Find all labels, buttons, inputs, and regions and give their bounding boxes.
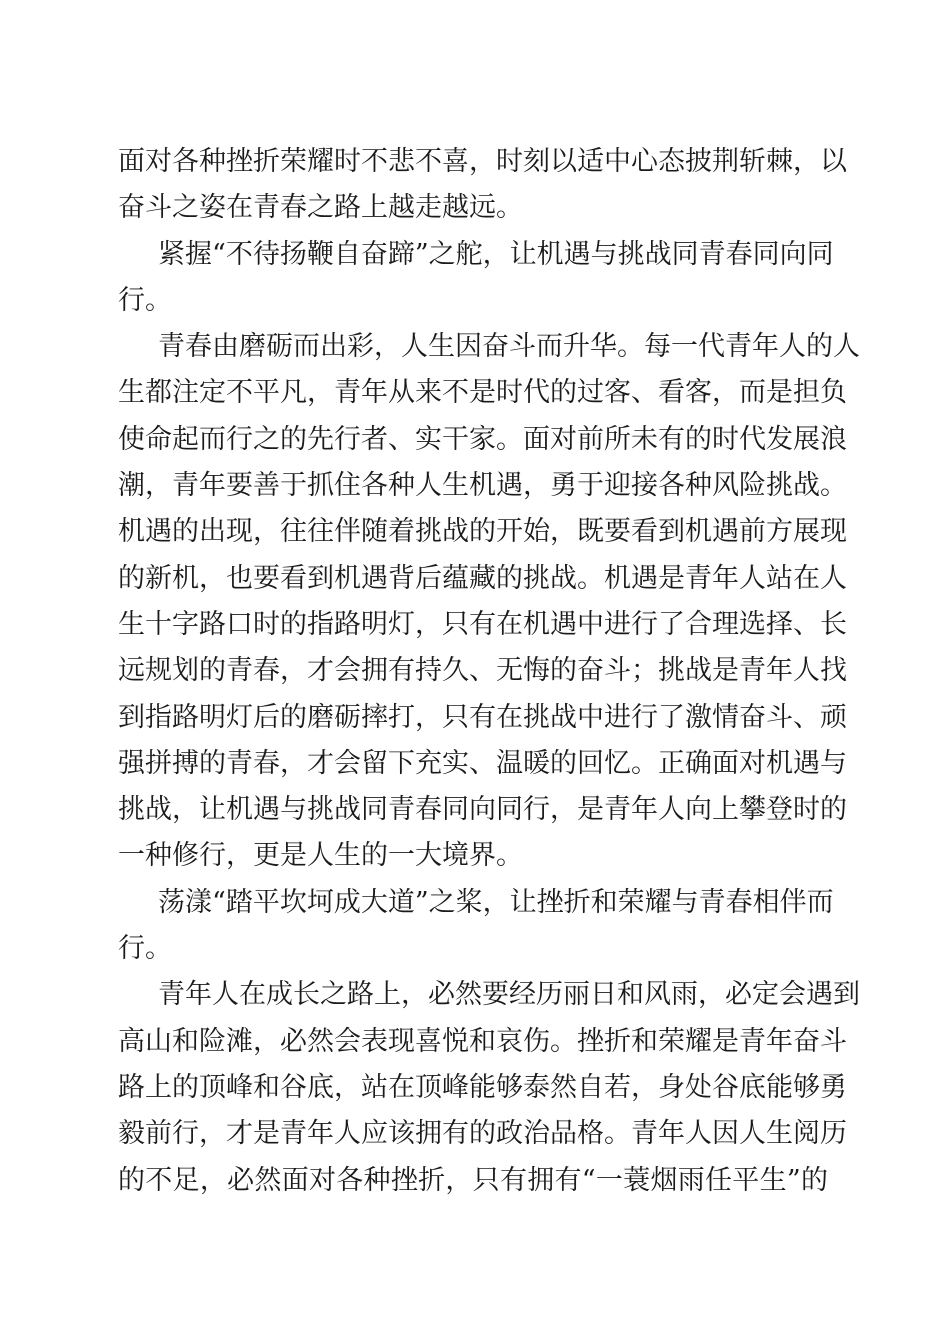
text-line: 毅 前 行 ， 才 是 青 年 人 应 该 拥 有 的 政 治 品 格 。 青 年 人 因 人 生 阅 历	[118, 1118, 847, 1150]
text-line: 挑 战 ， 让 机 遇 与 挑 战 同 青 春 同 向 同 行 ， 是 青 年 人 向 上 攀 登 时 的	[118, 794, 847, 826]
text-line: 生 都 注 定 不 平 凡 ， 青 年 从 来 不 是 时 代 的 过 客 、 看 客 ， 而 是 担 负	[118, 377, 847, 409]
text-line: 的 新 机 ， 也 要 看 到 机 遇 背 后 蕴 藏 的 挑 战 。 机 遇 是 青 年 人 站 在 人	[118, 562, 847, 594]
text-line: 潮 ， 青 年 要 善 于 抓 住 各 种 人 生 机 遇 ， 勇 于 迎 接 各 种 风 险 挑 战 。	[118, 470, 847, 502]
text-line: 行。	[118, 933, 172, 965]
text-line: 青 年 人 在 成 长 之 路 上 ， 必 然 要 经 历 丽 日 和 风 雨 ， 必 定 会 遇 到	[158, 979, 860, 1011]
text-line: 机 遇 的 出 现 ， 往 往 伴 随 着 挑 战 的 开 始 ， 既 要 看 到 机 遇 前 方 展 现	[118, 516, 847, 548]
text-line: 强 拼 搏 的 青 春 ， 才 会 留 下 充 实 、 温 暖 的 回 忆 。 正 确 面 对 机 遇 与	[118, 747, 847, 779]
text-line: 生 十 字 路 口 时 的 指 路 明 灯 ， 只 有 在 机 遇 中 进 行 了 合 理 选 择 、 长	[118, 608, 847, 640]
text-line: 远 规 划 的 青 春 ， 才 会 拥 有 持 久 、 无 悔 的 奋 斗 ； 挑 战 是 青 年 人 找	[118, 655, 847, 687]
text-line: 一种修行，更是人生的一大境界。	[118, 840, 523, 872]
text-line: 路 上 的 顶 峰 和 谷 底 ， 站 在 顶 峰 能 够 泰 然 自 若 ， 身 处 谷 底 能 够 勇	[118, 1071, 847, 1103]
text-line: 面 对 各 种 挫 折 荣 耀 时 不 悲 不 喜 ， 时 刻 以 适 中 心 态 披 荆 斩 棘 ， 以	[118, 146, 847, 177]
document-page	[118, 139, 860, 1204]
text-line: 行。	[118, 284, 172, 316]
text-line: 高 山 和 险 滩 ， 必 然 会 表 现 喜 悦 和 哀 伤 。 挫 折 和 荣 耀 是 青 年 奋 斗	[118, 1025, 847, 1057]
text-line: 的 不 足 ， 必 然 面 对 各 种 挫 折 ， 只 有 拥 有 “ 一 蓑 烟 雨 任 平 生 ” 的	[118, 1164, 828, 1196]
text-line: 紧 握 “ 不 待 扬 鞭 自 奋 蹄 ” 之 舵 ， 让 机 遇 与 挑 战 同 青 春 同 向 同	[158, 238, 834, 270]
text-line: 奋斗之姿在青春之路上越走越远。	[118, 192, 523, 224]
text-line: 到 指 路 明 灯 后 的 磨 砺 摔 打 ， 只 有 在 挑 战 中 进 行 了 激 情 奋 斗 、 顽	[118, 701, 847, 733]
text-line: 荡 漾 “ 踏 平 坎 坷 成 大 道 ” 之 桨 ， 让 挫 折 和 荣 耀 与 青 春 相 伴 而	[158, 886, 834, 918]
text-line: 使 命 起 而 行 之 的 先 行 者 、 实 干 家 。 面 对 前 所 未 有 的 时 代 发 展 浪	[118, 423, 847, 455]
text-line: 青 春 由 磨 砺 而 出 彩 ， 人 生 因 奋 斗 而 升 华 。 每 一 代 青 年 人 的 人	[158, 331, 860, 363]
